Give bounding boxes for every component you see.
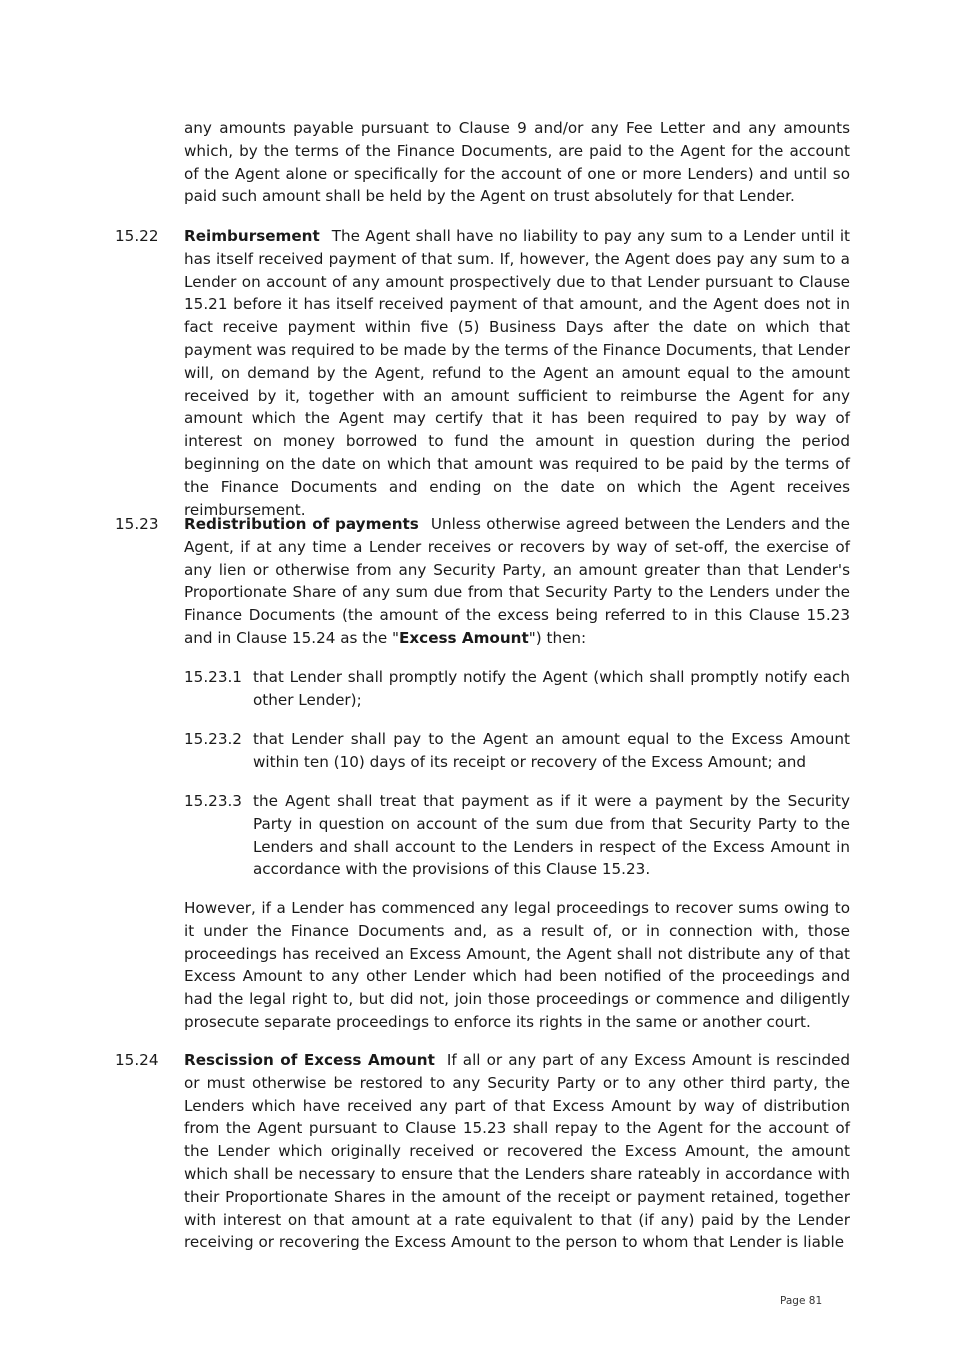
clause-15-24-paragraph [184,1049,850,1254]
continuation-text: any amounts payable pursuant to Clause 9 and/or any Fee Letter and any amounts which, by the terms of the Finance Documents, are paid to the Agent for the account of the Agent alone or specifically for the account of one or more Lenders) and until so paid such amount shall be held by the Agent on trust absolutely for that Lender. [184,119,850,206]
subclause-15-23-1-text: that Lender shall promptly notify the Agent (which shall promptly notify each other Lender); [253,668,850,709]
clause-number-15-23: 15.23 [115,515,159,533]
clause-15-22-text: The Agent shall have no liability to pay any sum to a Lender until it has itself received payment of that sum. If, however, the Agent does pay any sum to a Lender on account of any amount prospectively due to that Lender pursuant to Clause 15.21 before it has itself received payment of that amount, and the Agent does not in fact receive payment within five (5) Business Days after the date on which that payment was required to be made by the terms of the Finance Documents, that Lender will, on demand by the Agent, refund to the Agent an amount equal to the amount received by it, together with an amount sufficient to reimburse the Agent for any amount which the Agent may certify that it has been required to pay by way of interest on money borrowed to fund the amount in question during the period beginning on the date on which that amount was required to be paid by the terms of the Finance Documents and ending on the date on which the Agent receives reimbursement. [184,227,850,519]
page-number: Page 81 [780,1295,823,1307]
clause-15-23-proviso: However, if a Lender has commenced any legal proceedings to recover sums owing to it under the Finance Documents and, as a result of, or in connection with, those proceedings has received an Excess Amount, the Agent shall not distribute any of that Excess Amount to any other Lender which had been notified of the proceedings and had the legal right to, but did not, join those proceedings or commence and diligently prosecute separate proceedings to enforce its rights in the same or another court. [184,899,850,1031]
subclause-15-23-2-text: that Lender shall pay to the Agent an amount equal to the Excess Amount within ten (10) days of its receipt or recovery of the Excess Amount; and [253,730,850,771]
clause-15-23-text-after: ") then: [528,628,587,647]
clause-15-24-heading: Rescission of Excess Amount [184,1051,435,1069]
subclause-number-15-23-2: 15.23.2 [184,730,242,748]
defined-term-excess-amount: Excess Amount [399,628,529,647]
subclause-number-15-23-3: 15.23.3 [184,792,242,810]
clause-15-24-text: If all or any part of any Excess Amount is rescinded or must otherwise be restored to any Security Party or to any other third party, the Lenders which have received any part of that Excess Amount by way of distribution from the Agent pursuant to Clause 15.23 shall repay to the Agent for the account of the Lender which originally received or recovered the Excess Amount, the amount which shall be necessary to ensure that the Lenders share rateably in accordance with their Proportionate Shares in the amount of the receipt or payment retained, together with interest on that amount at a rate equivalent to that (if any) paid by the Lender receiving or recovering the Excess Amount to the person to whom that Lender is liable [184,1051,850,1252]
continuation-paragraph [184,117,850,208]
clause-15-22-paragraph [184,225,850,521]
clause-number-15-24: 15.24 [115,1051,159,1069]
subclause-number-15-23-1: 15.23.1 [184,668,242,686]
subclause-15-23-3-text: the Agent shall treat that payment as if it were a payment by the Security Party in question on account of the sum due from that Security Party to the Lenders and shall account to the Lenders in respect of the Excess Amount in accordance with the provisions of this Clause 15.23. [253,792,850,879]
clause-15-22-heading: Reimbursement [184,227,320,245]
clause-15-23-paragraph [184,513,850,650]
clause-15-23-heading: Redistribution of payments [184,515,419,533]
clause-15-23-text-before: Unless otherwise agreed between the Lenders and the Agent, if at any time a Lender receives or recovers by way of set-off, the exercise of any lien or otherwise from any Security Party, an amount greater than that Lender's Proportionate Share of any sum due from that Security Party to the Lenders under the Finance Documents (the amount of the excess being referred to in this Clause 15.23 and in Clause 15.24 as the " [184,515,851,647]
clause-number-15-22: 15.22 [115,227,159,245]
